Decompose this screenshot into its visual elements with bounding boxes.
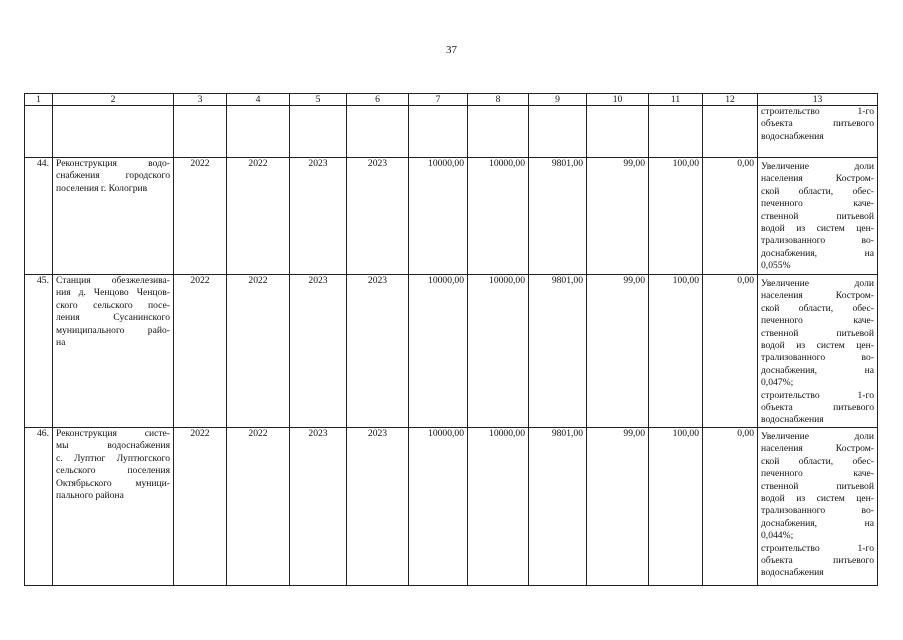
local-funds: 100,00: [649, 275, 703, 428]
project-name-line: Октябрьского муници-: [56, 477, 170, 489]
project-name-line: пального района: [56, 489, 124, 501]
end-year-plan: 2023: [347, 275, 409, 428]
table-row: [25, 275, 878, 428]
expected-result: [758, 158, 878, 275]
end-year: 2023: [290, 427, 347, 585]
expected-result-line: доснабжения, на: [761, 364, 874, 376]
column-header: 1: [25, 94, 53, 106]
investment-table: [24, 93, 878, 586]
expected-result-line: строительство 1-го: [761, 389, 874, 401]
project-name: [53, 158, 174, 275]
total-cost: 10000,00: [409, 427, 468, 585]
continuation-description: [758, 106, 878, 158]
start-year-plan: 2022: [227, 158, 290, 275]
expected-result: [758, 275, 878, 428]
project-name-line: сельского поселения: [56, 465, 170, 477]
row-number: 45.: [25, 275, 53, 428]
expected-result-line: населения Костром-: [761, 173, 874, 185]
expected-result-line: трализованного во-: [761, 505, 874, 517]
end-year-plan: 2023: [347, 158, 409, 275]
expected-result-line: ской области, обес-: [761, 302, 874, 314]
project-name: [53, 427, 174, 585]
table-row: [25, 158, 878, 275]
expected-result-line: водой из систем цен-: [761, 223, 874, 235]
description-line: строительство 1-го: [761, 106, 874, 117]
expected-result-line: печенного каче-: [761, 468, 874, 480]
start-year-plan: 2022: [227, 275, 290, 428]
project-name-line: ского сельского посе-: [56, 299, 170, 311]
project-name-line: снабжения городского: [56, 170, 170, 182]
expected-result-line: строительство 1-го: [761, 542, 874, 554]
other-funds: 0,00: [703, 158, 758, 275]
expected-result-line: ственной питьевой: [761, 480, 874, 492]
start-year-plan: 2022: [227, 427, 290, 585]
column-header: 3: [174, 94, 227, 106]
local-funds: 100,00: [649, 158, 703, 275]
total-cost: 10000,00: [409, 158, 468, 275]
funding-total: 10000,00: [468, 158, 529, 275]
start-year: 2022: [174, 427, 227, 585]
column-header: 11: [649, 94, 703, 106]
end-year-plan: 2023: [347, 427, 409, 585]
expected-result-line: ственной питьевой: [761, 210, 874, 222]
federal-funds: 9801,00: [529, 275, 587, 428]
project-name-line: Реконструкция водо-: [56, 158, 170, 169]
project-name-line: ления Сусанинского: [56, 312, 170, 324]
project-name-line: ния д. Ченцово Ченцов-: [56, 287, 170, 299]
row-number: 44.: [25, 158, 53, 275]
expected-result-line: ской области, обес-: [761, 455, 874, 467]
project-name-line: муниципального райо-: [56, 324, 170, 336]
header-row: [25, 94, 878, 106]
expected-result-line: водоснабжения: [761, 414, 824, 426]
project-name-line: поселения г. Кологрив: [56, 182, 148, 194]
description-line: водоснабжения: [761, 130, 824, 142]
row-number: 46.: [25, 427, 53, 585]
expected-result-line: ственной питьевой: [761, 327, 874, 339]
column-header: 4: [227, 94, 290, 106]
expected-result-line: населения Костром-: [761, 290, 874, 302]
start-year: 2022: [174, 158, 227, 275]
project-name-line: мы водоснабжения: [56, 440, 170, 452]
expected-result-line: Увеличение доли: [761, 278, 874, 289]
table-row: [25, 427, 878, 585]
expected-result-line: водой из систем цен-: [761, 492, 874, 504]
regional-funds: 99,00: [587, 158, 649, 275]
expected-result-line: 0,044%;: [761, 530, 794, 542]
column-header: 9: [529, 94, 587, 106]
column-header: 5: [290, 94, 347, 106]
end-year: 2023: [290, 158, 347, 275]
other-funds: 0,00: [703, 275, 758, 428]
column-header: 8: [468, 94, 529, 106]
description-line: объекта питьевого: [761, 118, 874, 130]
other-funds: 0,00: [703, 427, 758, 585]
regional-funds: 99,00: [587, 427, 649, 585]
expected-result-line: печенного каче-: [761, 198, 874, 210]
federal-funds: 9801,00: [529, 158, 587, 275]
end-year: 2023: [290, 275, 347, 428]
column-header: 6: [347, 94, 409, 106]
column-header: 7: [409, 94, 468, 106]
project-name-line: с. Луптюг Луптюгского: [56, 452, 170, 464]
expected-result-line: Увеличение доли: [761, 430, 874, 442]
local-funds: 100,00: [649, 427, 703, 585]
column-header: 13: [758, 94, 878, 106]
expected-result-line: водоснабжения: [761, 567, 824, 579]
expected-result-line: печенного каче-: [761, 315, 874, 327]
expected-result-line: доснабжения, на: [761, 247, 874, 259]
expected-result-line: трализованного во-: [761, 352, 874, 364]
column-header: 2: [53, 94, 174, 106]
continuation-row: [25, 106, 878, 158]
expected-result-line: водой из систем цен-: [761, 340, 874, 352]
expected-result-line: населения Костром-: [761, 443, 874, 455]
funding-total: 10000,00: [468, 275, 529, 428]
federal-funds: 9801,00: [529, 427, 587, 585]
project-name-line: Реконструкция систе-: [56, 427, 170, 439]
column-header: 12: [703, 94, 758, 106]
project-name-line: на: [56, 337, 66, 349]
funding-total: 10000,00: [468, 427, 529, 585]
expected-result-line: объекта питьевого: [761, 402, 874, 414]
project-name: [53, 275, 174, 428]
expected-result-line: объекта питьевого: [761, 554, 874, 566]
expected-result-line: трализованного во-: [761, 235, 874, 247]
expected-result-line: 0,047%;: [761, 377, 794, 389]
column-header: 10: [587, 94, 649, 106]
total-cost: 10000,00: [409, 275, 468, 428]
page-number: 37: [446, 44, 457, 56]
expected-result-line: ской области, обес-: [761, 185, 874, 197]
expected-result: [758, 427, 878, 585]
expected-result-line: доснабжения, на: [761, 517, 874, 529]
expected-result-line: 0,055%: [761, 260, 791, 272]
regional-funds: 99,00: [587, 275, 649, 428]
expected-result-line: Увеличение доли: [761, 161, 874, 172]
project-name-line: Станция обезжелезива-: [56, 275, 170, 286]
start-year: 2022: [174, 275, 227, 428]
